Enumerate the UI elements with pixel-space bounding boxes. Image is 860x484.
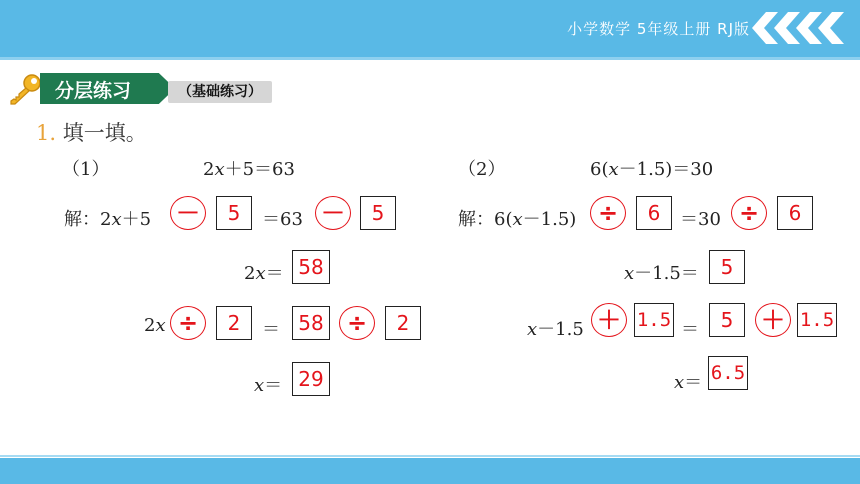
bottom-bar-divider bbox=[0, 455, 860, 457]
part1-line3-equals: ＝ bbox=[262, 319, 280, 340]
part2-line3-answer-3[interactable]: 1.5 bbox=[797, 303, 837, 337]
part1-line4-lhs: x＝ bbox=[254, 375, 283, 396]
key-icon bbox=[7, 72, 43, 106]
part2-line4-lhs: x＝ bbox=[674, 372, 703, 393]
part2-line3-answer-1[interactable]: 1.5 bbox=[634, 303, 674, 337]
top-bar-divider bbox=[0, 57, 860, 60]
part1-line2-lhs: 2x＝ bbox=[244, 263, 284, 284]
part1-line2-answer[interactable]: 58 bbox=[292, 250, 330, 284]
section-sub-label: （基础练习） bbox=[168, 81, 272, 103]
question-heading bbox=[36, 117, 147, 147]
part2-line1-answer-1[interactable]: 6 bbox=[636, 196, 672, 230]
part2-line2-answer[interactable]: 5 bbox=[709, 250, 745, 284]
part2-equation: 6(x－1.5)＝30 bbox=[590, 159, 714, 180]
part1-line1-equals: ＝63 bbox=[262, 209, 303, 230]
part1-line1-answer-1[interactable]: 5 bbox=[216, 196, 252, 230]
part1-line3-lhs: 2x bbox=[144, 315, 166, 336]
book-title: 小学数学 5年级上册 RJ版 bbox=[567, 20, 750, 38]
section-tab-label: 分层练习 bbox=[55, 80, 132, 102]
part2-line1-answer-2[interactable]: 6 bbox=[777, 196, 813, 230]
question-number: 1. bbox=[36, 121, 57, 145]
part2-line1-operator-1[interactable]: ÷ bbox=[590, 196, 626, 230]
part2-line3-lhs: x－1.5 bbox=[527, 319, 584, 340]
part1-line3-operator-2[interactable]: ÷ bbox=[339, 306, 375, 340]
part2-line3-equals: ＝ bbox=[681, 319, 699, 340]
part2-label: （2） bbox=[458, 159, 506, 180]
part1-label: （1） bbox=[62, 159, 110, 180]
part1-line1-lhs: 解：2x＋5 bbox=[64, 209, 152, 230]
part2-line2-lhs: x－1.5＝ bbox=[624, 263, 699, 284]
part2-line3-answer-2[interactable]: 5 bbox=[709, 303, 745, 337]
part1-line1-operator-1[interactable]: － bbox=[170, 196, 206, 230]
question-prompt: 填一填。 bbox=[62, 121, 147, 145]
part2-line3-operator-1[interactable]: ＋ bbox=[591, 303, 627, 337]
part1-line3-answer-1[interactable]: 2 bbox=[216, 306, 252, 340]
part2-line4-answer[interactable]: 6.5 bbox=[708, 356, 748, 390]
back-chevrons-icon[interactable] bbox=[752, 12, 850, 44]
part1-line1-answer-2[interactable]: 5 bbox=[360, 196, 396, 230]
part2-line1-lhs: 解：6(x－1.5) bbox=[458, 209, 577, 230]
part1-equation: 2x＋5＝63 bbox=[203, 159, 295, 180]
part1-line1-operator-2[interactable]: － bbox=[315, 196, 351, 230]
part2-line1-operator-2[interactable]: ÷ bbox=[731, 196, 767, 230]
part1-line3-operator-1[interactable]: ÷ bbox=[170, 306, 206, 340]
part2-line1-equals: ＝30 bbox=[680, 209, 721, 230]
bottom-bar bbox=[0, 458, 860, 484]
part2-line3-operator-2[interactable]: ＋ bbox=[755, 303, 791, 337]
part1-line3-answer-2[interactable]: 58 bbox=[292, 306, 330, 340]
part1-line3-answer-3[interactable]: 2 bbox=[385, 306, 421, 340]
part1-line4-answer[interactable]: 29 bbox=[292, 362, 330, 396]
